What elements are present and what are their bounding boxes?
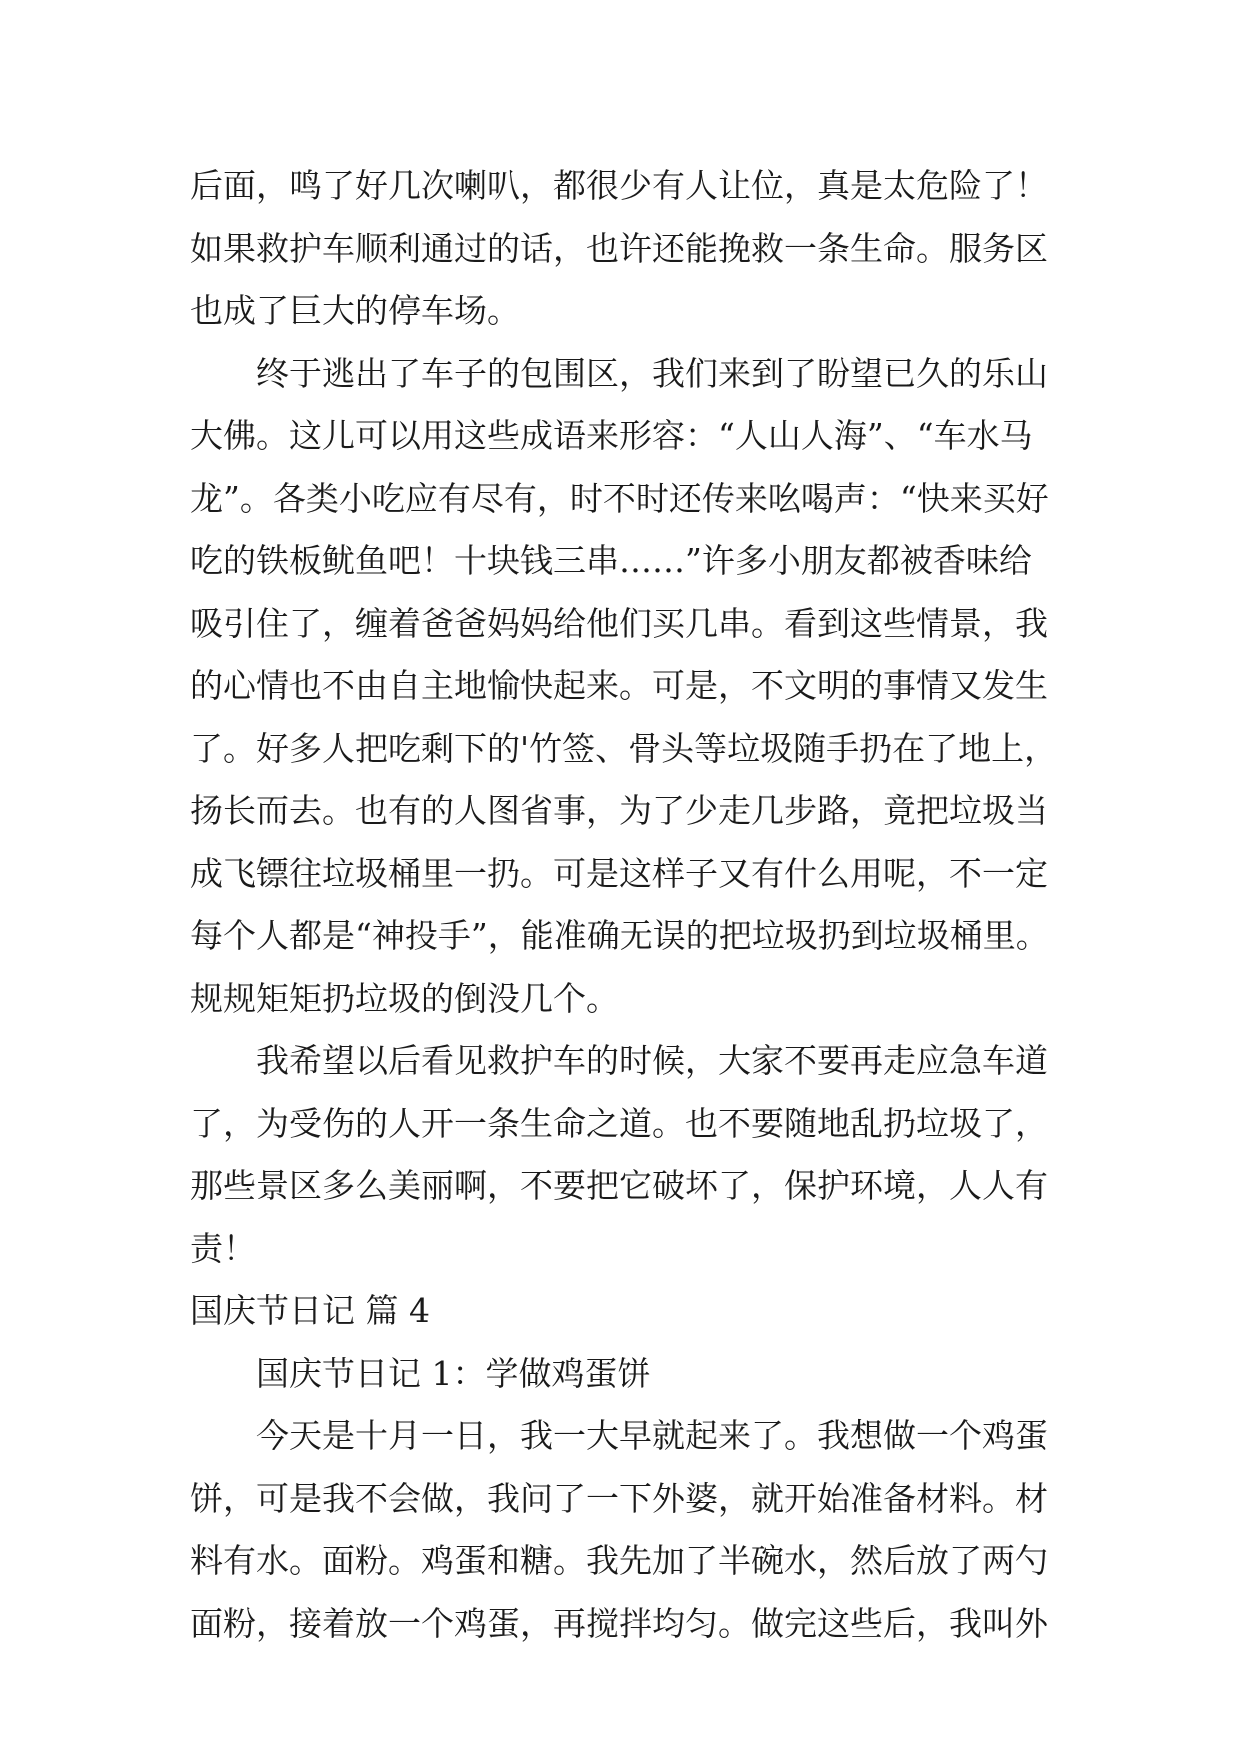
text-line: 责！ [190,1228,256,1268]
text-line: 扬长而去。也有的人图省事，为了少走几步路，竟把垃圾当 [190,791,1048,830]
document-body [190,155,1070,1655]
text-line: 也成了巨大的停车场。 [190,291,520,330]
text-line: 成飞镖往垃圾桶里一扔。可是这样子又有什么用呢，不一定 [190,853,1048,893]
text-line: 大佛。这儿可以用这些成语来形容：“人山人海”、“车水马 [190,416,1033,455]
text-line: 龙”。各类小吃应有尽有，时不时还传来吆喝声：“快来买好 [190,478,1049,518]
text-line: 面粉，接着放一个鸡蛋，再搅拌均匀。做完这些后，我叫外 [190,1603,1048,1643]
text-line: 规规矩矩扔垃圾的倒没几个。 [190,978,619,1018]
text-line: 终于逃出了车子的包围区，我们来到了盼望已久的乐山 [256,353,1048,393]
text-line: 如果救护车顺利通过的话，也许还能挽救一条生命。服务区 [190,228,1048,268]
text-line: 吃的铁板鱿鱼吧！十块钱三串……”许多小朋友都被香味给 [190,541,1032,580]
text-line: 后面，鸣了好几次喇叭，都很少有人让位，真是太危险了！ [190,166,1048,205]
text-line: 的心情也不由自主地愉快起来。可是，不文明的事情又发生 [190,666,1048,705]
entry-subtitle: 国庆节日记 1：学做鸡蛋饼 [256,1353,651,1393]
section-heading: 国庆节日记 篇 4 [190,1291,430,1330]
text-line: 我希望以后看见救护车的时候，大家不要再走应急车道 [256,1041,1048,1080]
text-line: 了，为受伤的人开一条生命之道。也不要随地乱扔垃圾了， [190,1103,1048,1143]
text-line: 每个人都是“神投手”，能准确无误的把垃圾扔到垃圾桶里。 [190,916,1049,955]
text-line: 了。好多人把吃剩下的'竹签、骨头等垃圾随手扔在了地上， [190,728,1058,768]
text-line: 饼，可是我不会做，我问了一下外婆，就开始准备材料。材 [190,1478,1048,1518]
text-line: 那些景区多么美丽啊，不要把它破坏了，保护环境，人人有 [190,1166,1048,1205]
text-line: 吸引住了，缠着爸爸妈妈给他们买几串。看到这些情景，我 [190,603,1048,643]
text-line: 料有水。面粉。鸡蛋和糖。我先加了半碗水，然后放了两勺 [190,1541,1048,1580]
text-line: 今天是十月一日，我一大早就起来了。我想做一个鸡蛋 [256,1416,1048,1455]
